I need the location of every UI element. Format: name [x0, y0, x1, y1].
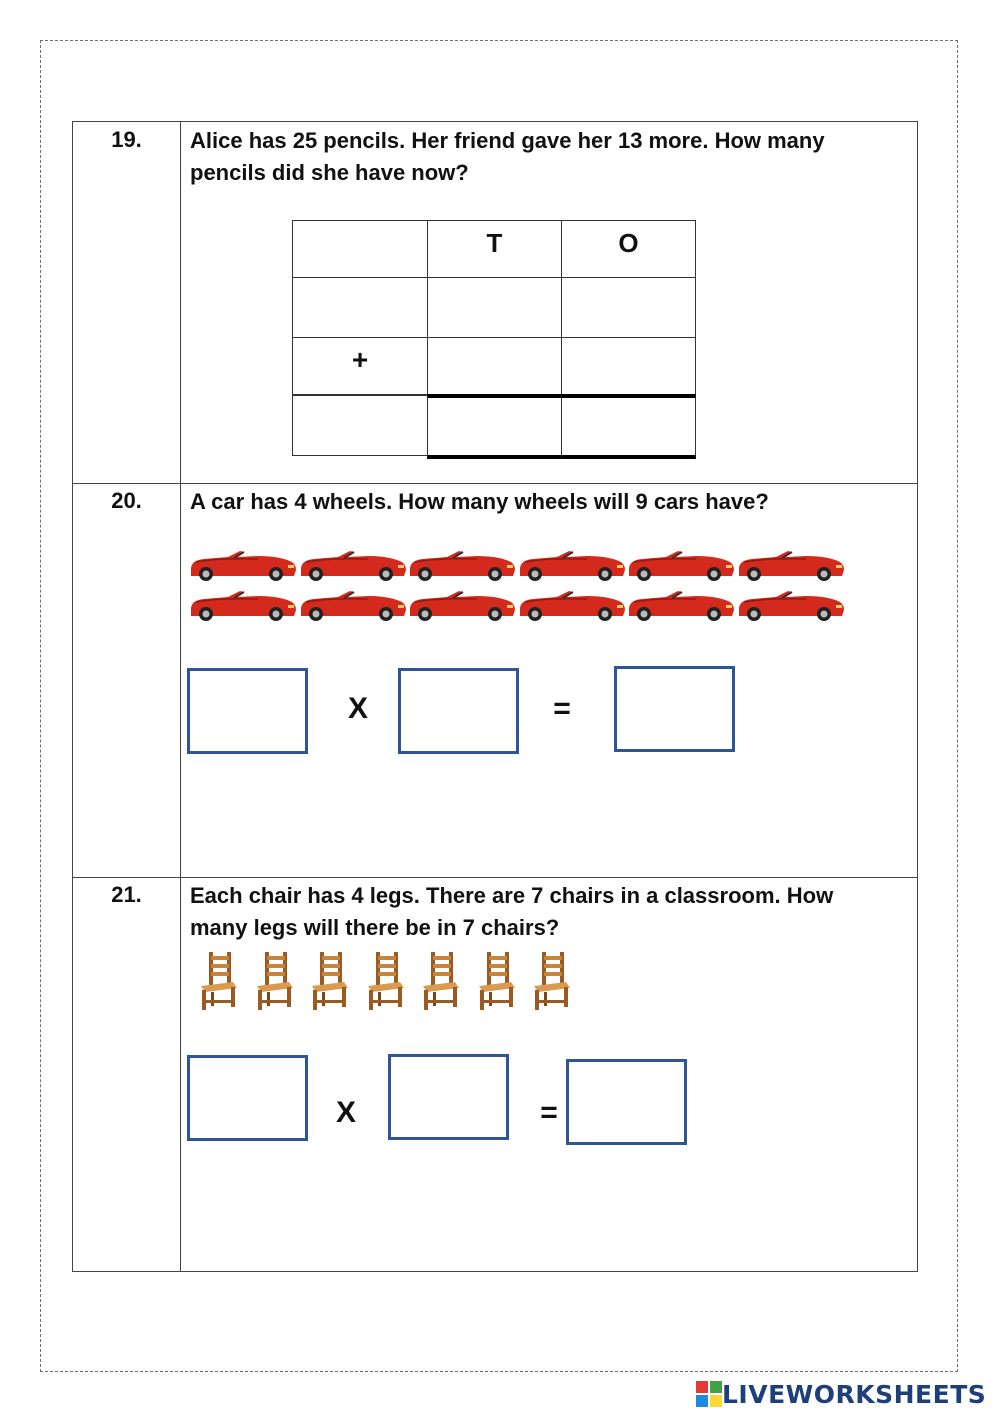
wooden-chair-icon: [475, 952, 517, 1014]
product-box[interactable]: [614, 666, 735, 752]
red-car-icon: [407, 588, 517, 622]
red-car-icon: [736, 548, 846, 582]
ones-header: O: [561, 220, 696, 278]
row-divider: [73, 877, 917, 878]
ones-input-row1[interactable]: [561, 277, 696, 338]
multiply-sign: X: [335, 1096, 356, 1129]
ones-input-row2[interactable]: [561, 337, 696, 396]
question-21-text: Each chair has 4 legs. There are 7 chairs in a classroom. How many legs will there be in 7 chairs?: [190, 883, 834, 940]
equals-sign: =: [540, 1096, 558, 1129]
factor-box-1[interactable]: [187, 668, 308, 754]
product-box[interactable]: [566, 1059, 687, 1145]
red-car-icon: [736, 588, 846, 622]
red-car-icon: [298, 548, 408, 582]
red-car-icon: [626, 548, 736, 582]
ones-answer-input[interactable]: [561, 394, 696, 459]
question-19-text: Alice has 25 pencils. Her friend gave her 13 more. How many pencils did she have now?: [190, 128, 825, 185]
question-20-number: 20.: [111, 488, 142, 513]
row-divider: [73, 483, 917, 484]
column-divider: [180, 122, 181, 1271]
place-value-table: [292, 220, 696, 456]
multiply-sign: X: [347, 692, 368, 725]
tens-answer-input[interactable]: [427, 394, 562, 459]
question-21-number: 21.: [111, 882, 142, 907]
tens-input-row1[interactable]: [427, 277, 562, 338]
red-car-icon: [407, 548, 517, 582]
red-car-icon: [517, 548, 627, 582]
tens-input-row2[interactable]: [427, 337, 562, 396]
wooden-chair-icon: [197, 952, 239, 1014]
red-car-icon: [626, 588, 736, 622]
factor-box-2[interactable]: [388, 1054, 509, 1140]
operator-cell-row1: [292, 277, 428, 338]
question-20-text: A car has 4 wheels. How many wheels will 9 cars have?: [190, 489, 769, 514]
equals-sign: =: [553, 692, 571, 725]
red-car-icon: [188, 588, 298, 622]
tens-header: T: [427, 220, 562, 278]
plus-operator: +: [292, 337, 428, 396]
red-car-icon: [298, 588, 408, 622]
red-car-icon: [517, 588, 627, 622]
wooden-chair-icon: [308, 952, 350, 1014]
logo-text: LIVEWORKSHEETS: [722, 1379, 987, 1409]
table-header-blank: [292, 220, 428, 278]
liveworksheets-logo: [696, 1378, 986, 1410]
wooden-chair-icon: [364, 952, 406, 1014]
factor-box-2[interactable]: [398, 668, 519, 754]
question-19-number: 19.: [111, 127, 142, 152]
wooden-chair-icon: [530, 952, 572, 1014]
logo-icon: [696, 1381, 722, 1407]
wooden-chair-icon: [253, 952, 295, 1014]
operator-cell-row3: [292, 394, 428, 456]
red-car-icon: [188, 548, 298, 582]
factor-box-1[interactable]: [187, 1055, 308, 1141]
wooden-chair-icon: [419, 952, 461, 1014]
